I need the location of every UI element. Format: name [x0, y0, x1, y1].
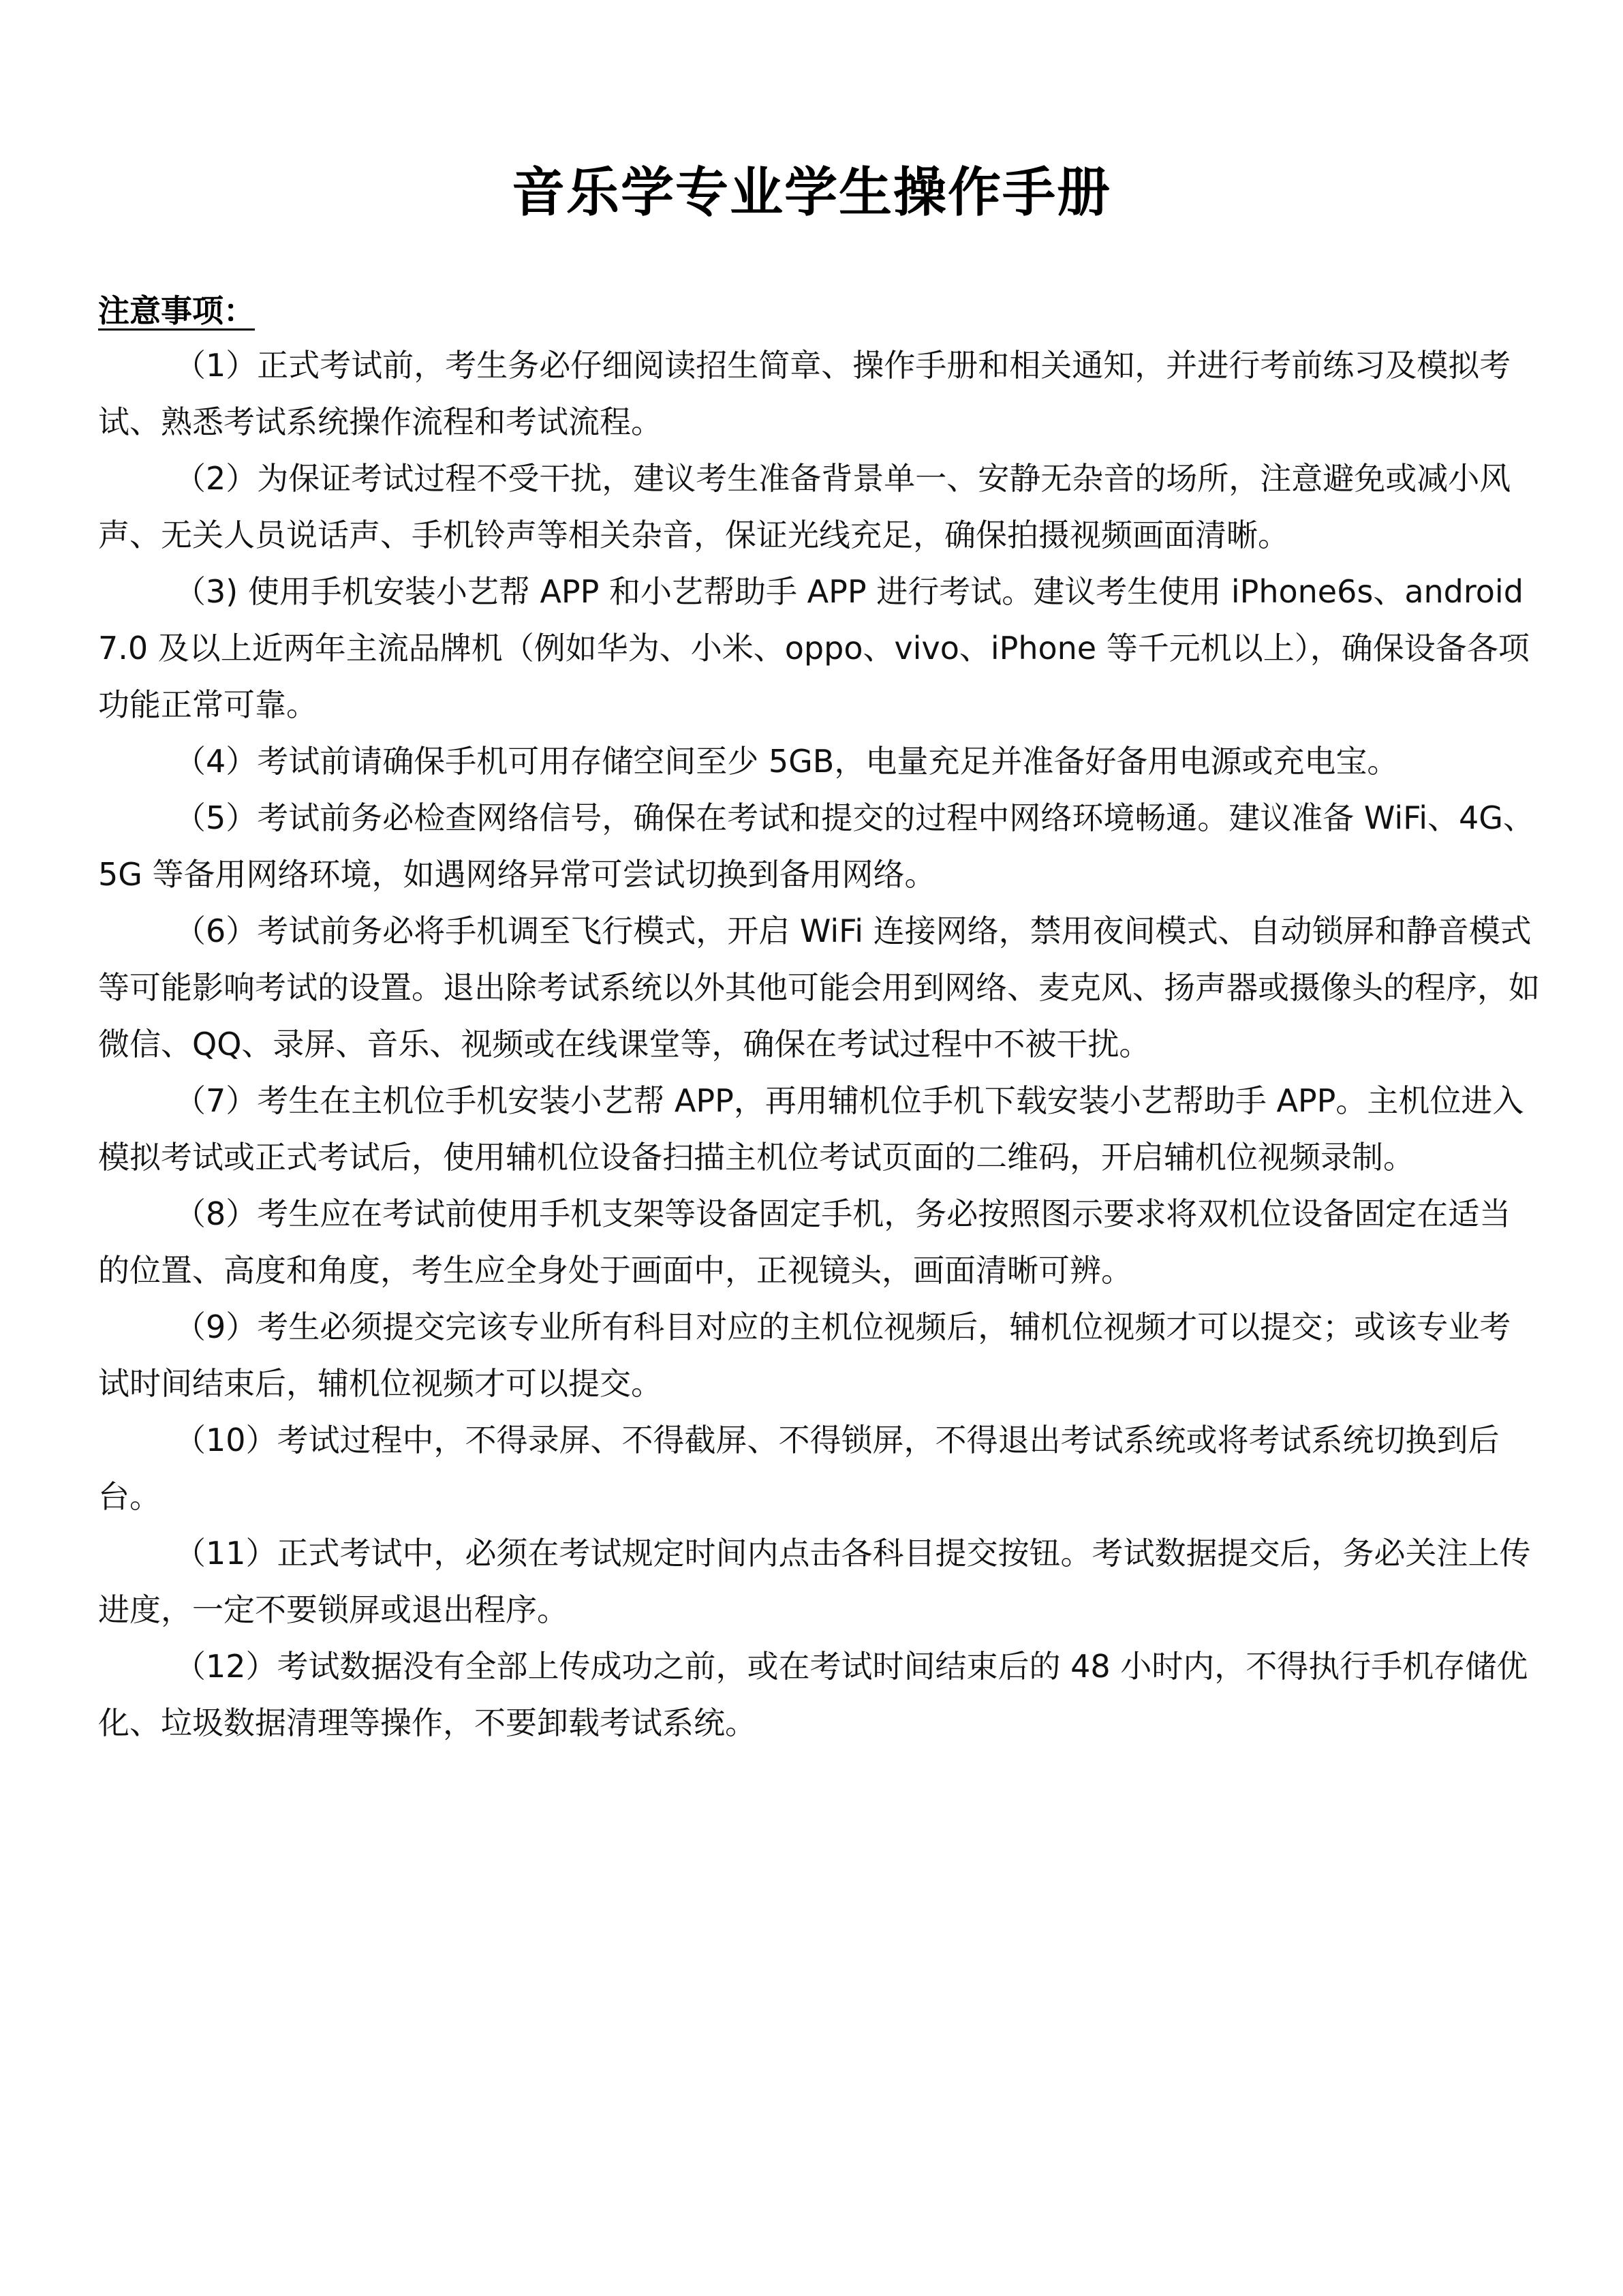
- note-item: （2）为保证考试过程不受干扰，建议考生准备背景单一、安静无杂音的场所，注意避免或减小风声、无关人员说话声、手机铃声等相关杂音，保证光线充足，确保拍摄视频画面清晰。: [98, 460, 1511, 553]
- note-item: （10）考试过程中，不得录屏、不得截屏、不得锁屏，不得退出考试系统或将考试系统切换到后台。: [98, 1422, 1500, 1515]
- note-item: （11）正式考试中，必须在考试规定时间内点击各科目提交按钮。考试数据提交后，务必关注上传进度，一定不要锁屏或退出程序。: [98, 1535, 1531, 1628]
- note-item: （1）正式考试前，考生务必仔细阅读招生简章、操作手册和相关通知，并进行考前练习及模拟考试、熟悉考试系统操作流程和考试流程。: [98, 347, 1511, 440]
- note-item: （4）考试前请确保手机可用存储空间至少 5GB，电量充足并准备好备用电源或充电宝。: [174, 743, 1399, 780]
- note-item: （12）考试数据没有全部上传成功之前，或在考试时间结束后的 48 小时内，不得执行手机存储优化、垃圾数据清理等操作，不要卸载考试系统。: [98, 1648, 1528, 1741]
- note-item: （6）考试前务必将手机调至飞行模式，开启 WiFi 连接网络，禁用夜间模式、自动锁屏和静音模式等可能影响考试的设置。退出除考试系统以外其他可能会用到网络、麦克风、扬声器或摄像头的程序，如微信、QQ、录屏、音乐、视频或在线课堂等，确保在考试过程中不被干扰。: [98, 913, 1540, 1062]
- section-label-text: 注意事项：: [98, 292, 255, 329]
- note-item: （8）考生应在考试前使用手机支架等设备固定手机，务必按照图示要求将双机位设备固定在适当的位置、高度和角度，考生应全身处于画面中，正视镜头，画面清晰可辨。: [98, 1195, 1511, 1289]
- note-item: （7）考生在主机位手机安装小艺帮 APP，再用辅机位手机下载安装小艺帮助手 APP。主机位进入模拟考试或正式考试后，使用辅机位设备扫描主机位考试页面的二维码，开启辅机位视频录制。: [98, 1082, 1524, 1176]
- page-title: 音乐学专业学生操作手册: [511, 162, 1111, 224]
- note-item: （3) 使用手机安装小艺帮 APP 和小艺帮助手 APP 进行考试。建议考生使用 iPhone6s、android 7.0 及以上近两年主流品牌机（例如华为、小米、oppo、vivo、iPhone 等千元机以上），确保设备各项功能正常可靠。: [98, 573, 1530, 723]
- note-item: （9）考生必须提交完该专业所有科目对应的主机位视频后，辅机位视频才可以提交；或该专业考试时间结束后，辅机位视频才可以提交。: [98, 1308, 1511, 1402]
- note-item: （5）考试前务必检查网络信号，确保在考试和提交的过程中网络环境畅通。建议准备 WiFi、4G、5G 等备用网络环境，如遇网络异常可尝试切换到备用网络。: [98, 799, 1534, 893]
- section-label: [98, 286, 282, 331]
- notes-list: [98, 337, 1540, 1751]
